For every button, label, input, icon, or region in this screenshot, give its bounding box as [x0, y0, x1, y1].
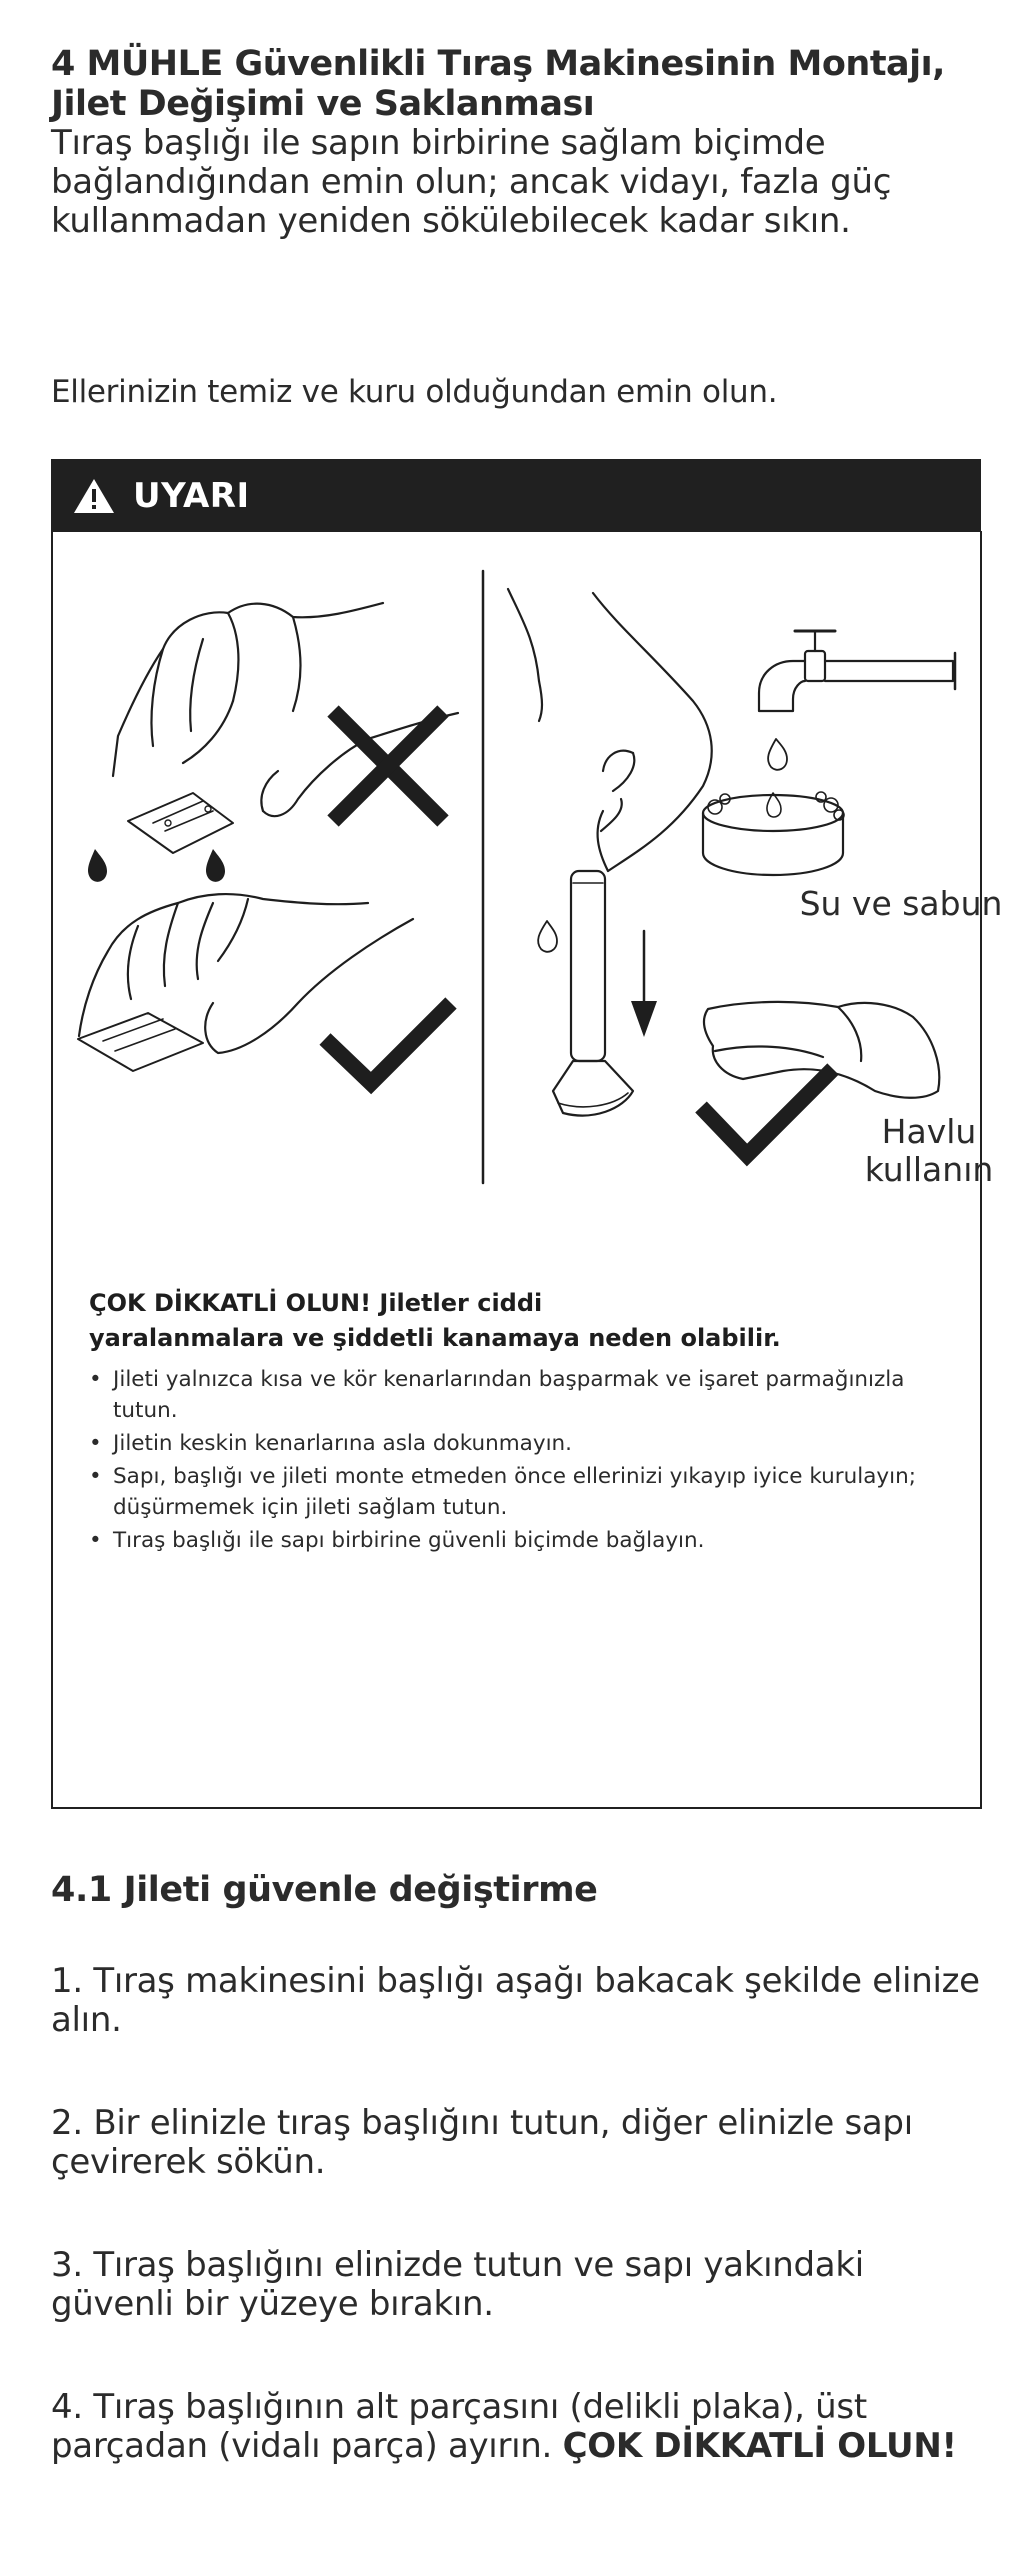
- water-drop-small-icon: [538, 921, 557, 952]
- warning-box: [51, 459, 1003, 1810]
- page-title-line2: Jilet Değişimi ve Saklanması: [51, 84, 595, 124]
- hand-correct-grip-icon: [79, 894, 413, 1053]
- page-title-line1: 4 MÜHLE Güvenlikli Tıraş Makinesinin Montajı,: [51, 44, 945, 84]
- soap-dish-icon: [703, 792, 844, 875]
- warning-body: [51, 531, 1003, 1809]
- warning-header: [51, 459, 981, 532]
- step-3: 3. Tıraş başlığını elinizde tutun ve sapı yakındaki güvenli bir yüzeye bırakın.: [51, 2245, 864, 2324]
- warning-bullet: • Sapı, başlığı ve jileti monte etmeden önce ellerinizi yıkayıp iyice kurulayın; düşürmemek için jileti sağlam tutun.: [89, 1461, 949, 1523]
- cross-wrong-icon: [333, 711, 443, 821]
- water-tap-icon: [759, 631, 955, 711]
- warning-strong-text: [89, 1286, 949, 1356]
- step-4: [51, 2388, 981, 2466]
- warning-bullet: • Tıraş başlığı ile sapı birbirine güvenli biçimde bağlayın.: [89, 1525, 949, 1556]
- section-title: 4.1 Jileti güvenle değiştirme: [51, 1870, 598, 1910]
- clean-hands-note: Ellerinizin temiz ve kuru olduğundan emin olun.: [51, 374, 778, 410]
- warning-strong-line1: ÇOK DİKKATLİ OLUN! Jiletler ciddi: [89, 1289, 543, 1317]
- hand-holding-handle-icon: [508, 589, 712, 871]
- label-towel-line1: Havlu: [881, 1112, 977, 1151]
- step-4-text: 4. Tıraş başlığının alt parçasını (delikli plaka), üst parçadan (vidalı parça) ayırın.: [51, 2387, 867, 2466]
- step-4-emphasis: ÇOK DİKKATLİ OLUN!: [562, 2426, 957, 2466]
- label-towel-line2: kullanın: [864, 1150, 994, 1189]
- blood-drop-icon: [88, 849, 225, 882]
- label-water-soap: Su ve sabun: [799, 884, 1003, 923]
- intro-paragraph: Tıraş başlığı ile sapın birbirine sağlam biçimde bağlandığından emin olun; ancak vidayı, fazla güç kullanmadan yeniden sökülebilecek kadar sıkın.: [51, 123, 892, 241]
- warning-list: [89, 1364, 949, 1556]
- checkmark-towel-icon: [701, 1069, 833, 1155]
- razor-blade-held-icon: [78, 1013, 203, 1071]
- warning-text: [89, 1286, 949, 1558]
- arrow-down-icon: [631, 931, 657, 1037]
- warning-label: UYARI: [133, 475, 250, 516]
- warning-bullet: • Jiletin keskin kenarlarına asla dokunmayın.: [89, 1428, 949, 1459]
- checkmark-correct-icon: [325, 1003, 451, 1083]
- step-1: 1. Tıraş makinesini başlığı aşağı bakacak şekilde elinize alın.: [51, 1961, 980, 2040]
- manual-page: [51, 44, 1003, 2466]
- page-title: [51, 44, 981, 124]
- warning-bullet: • Jileti yalnızca kısa ve kör kenarlarından başparmak ve işaret parmağınızla tutun.: [89, 1364, 949, 1426]
- safety-illustration: [53, 531, 1003, 1261]
- step-2: 2. Bir elinizle tıraş başlığını tutun, diğer elinizle sapı çevirerek sökün.: [51, 2103, 913, 2182]
- razor-handle-icon: [553, 871, 633, 1116]
- warning-triangle-icon: [73, 477, 115, 515]
- water-drop-icon: [768, 739, 787, 770]
- warning-strong-line2: yaralanmalara ve şiddetli kanamaya neden olabilir.: [89, 1324, 781, 1352]
- razor-blade-icon: [128, 793, 233, 853]
